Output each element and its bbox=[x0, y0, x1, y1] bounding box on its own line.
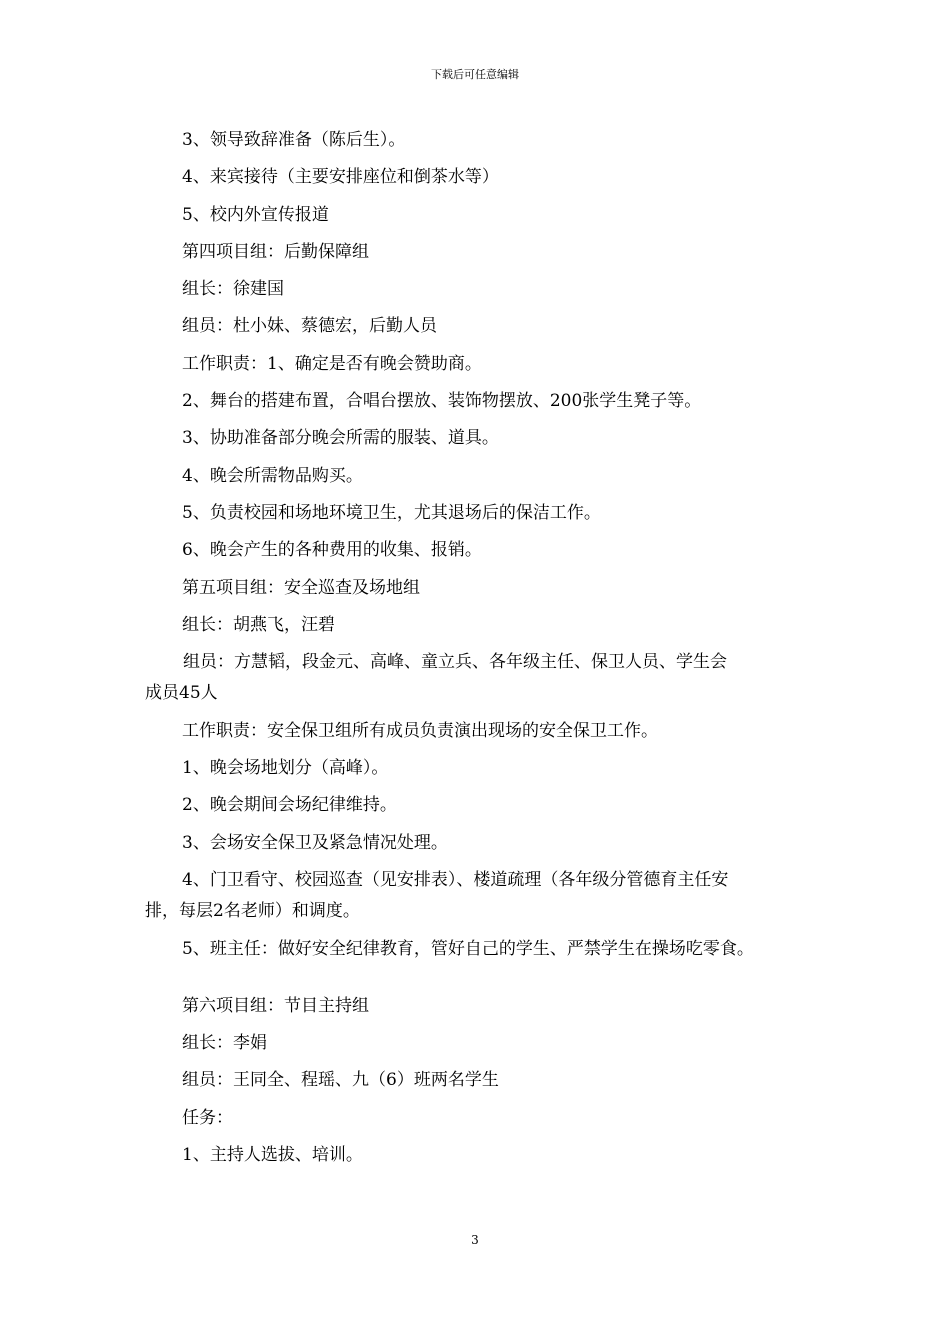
text-line-continuation: 成员45人 bbox=[145, 683, 218, 704]
page-number: 3 bbox=[471, 1233, 479, 1247]
section-heading: 第六项目组：节目主持组 bbox=[182, 995, 369, 1016]
text-line: 组长：李娟 bbox=[182, 1033, 267, 1054]
text-line: 3、会场安全保卫及紧急情况处理。 bbox=[182, 832, 448, 853]
blank-space bbox=[145, 968, 815, 988]
text-line: 5、负责校园和场地环境卫生，尤其退场后的保洁工作。 bbox=[182, 502, 601, 523]
text-line: 5、校内外宣传报道 bbox=[182, 204, 329, 225]
section-heading: 第四项目组：后勤保障组 bbox=[182, 241, 369, 262]
text-line: 1、晚会场地划分（高峰）。 bbox=[182, 758, 389, 779]
text-line: 2、晚会期间会场纪律维持。 bbox=[182, 795, 397, 816]
text-line: 组长：徐建国 bbox=[182, 279, 284, 300]
text-line: 任务： bbox=[182, 1107, 233, 1128]
text-line: 工作职责：1、确定是否有晚会赞助商。 bbox=[182, 353, 482, 374]
section-heading: 第五项目组：安全巡查及场地组 bbox=[182, 577, 420, 598]
text-line-continuation: 排，每层2名老师）和调度。 bbox=[145, 901, 360, 922]
page-header: 下载后可任意编辑 bbox=[431, 68, 519, 81]
text-line: 组员：方慧韬，段金元、高峰、童立兵、各年级主任、保卫人员、学生会 bbox=[183, 652, 727, 673]
text-line: 4、晚会所需物品购买。 bbox=[182, 465, 363, 486]
text-line: 4、来宾接待（主要安排座位和倒茶水等） bbox=[182, 167, 499, 188]
text-line: 3、协助准备部分晚会所需的服装、道具。 bbox=[182, 428, 499, 449]
text-line: 工作职责：安全保卫组所有成员负责演出现场的安全保卫工作。 bbox=[182, 720, 658, 741]
text-line: 6、晚会产生的各种费用的收集、报销。 bbox=[182, 540, 482, 561]
text-line: 组长：胡燕飞，汪碧 bbox=[182, 614, 335, 635]
text-line: 2、舞台的搭建布置，合唱台摆放、装饰物摆放、200张学生凳子等。 bbox=[182, 391, 702, 412]
text-line: 组员：杜小妹、蔡德宏，后勤人员 bbox=[182, 316, 437, 337]
text-line: 3、领导致辞准备（陈后生）。 bbox=[182, 130, 406, 150]
text-line: 1、主持人选拔、培训。 bbox=[182, 1145, 363, 1166]
text-line: 5、班主任：做好安全纪律教育，管好自己的学生、严禁学生在操场吃零食。 bbox=[182, 938, 754, 959]
text-line: 组员：王同全、程瑶、九（6）班两名学生 bbox=[182, 1070, 499, 1091]
text-line: 4、门卫看守、校园巡查（见安排表）、楼道疏理（各年级分管德育主任安 bbox=[182, 869, 729, 890]
document-body bbox=[145, 122, 815, 1174]
